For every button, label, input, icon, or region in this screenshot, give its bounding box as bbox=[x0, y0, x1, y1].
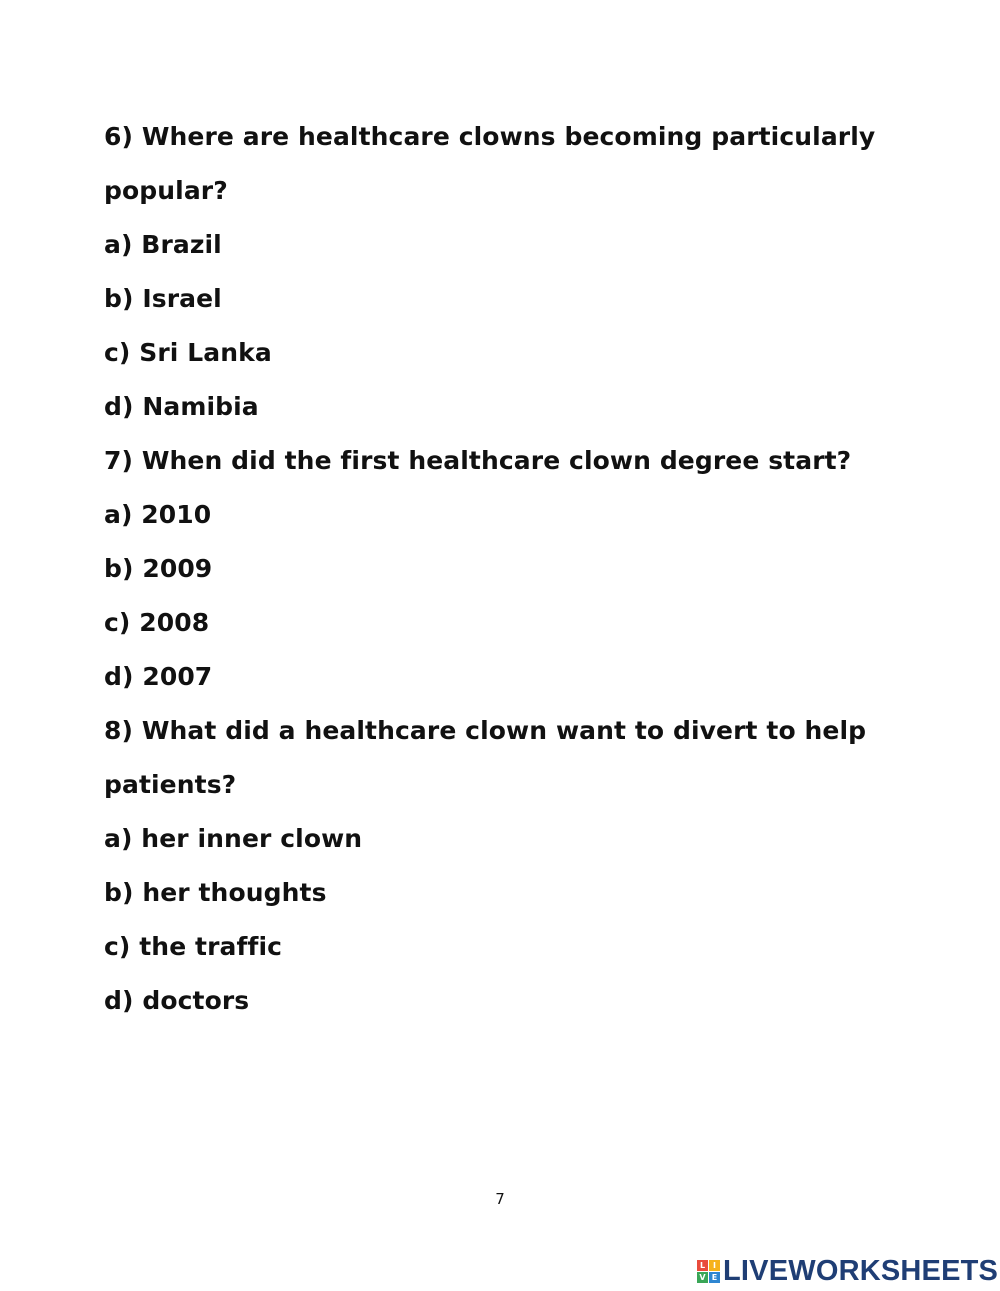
brand-name: LIVEWORKSHEETS bbox=[723, 1254, 999, 1287]
question-8 bbox=[104, 704, 924, 1028]
question-8-option-d: d) doctors bbox=[104, 986, 250, 1015]
page-number: 7 bbox=[495, 1190, 505, 1208]
question-7-option-c: c) 2008 bbox=[104, 608, 210, 637]
question-6-prompt-line-2: popular? bbox=[104, 176, 228, 205]
liveworksheets-brand bbox=[697, 1254, 998, 1288]
worksheet-content bbox=[104, 110, 924, 1028]
question-6 bbox=[104, 110, 924, 434]
question-8-prompt-line-1: 8) What did a healthcare clown want to divert to help bbox=[104, 716, 867, 745]
liveworksheets-logo-icon bbox=[697, 1260, 720, 1283]
question-8-prompt-line-2: patients? bbox=[104, 770, 237, 799]
question-8-option-c: c) the traffic bbox=[104, 932, 283, 961]
question-7-prompt-line-1: 7) When did the first healthcare clown degree start? bbox=[104, 446, 852, 475]
question-6-prompt-line-1: 6) Where are healthcare clowns becoming particularly bbox=[104, 122, 876, 151]
logo-letter-i: I bbox=[709, 1260, 720, 1271]
question-6-option-b: b) Israel bbox=[104, 284, 222, 313]
question-7-option-b: b) 2009 bbox=[104, 554, 213, 583]
question-6-option-c: c) Sri Lanka bbox=[104, 338, 272, 367]
question-8-option-b: b) her thoughts bbox=[104, 878, 327, 907]
logo-letter-v: V bbox=[697, 1272, 708, 1283]
question-7 bbox=[104, 434, 924, 704]
question-7-option-d: d) 2007 bbox=[104, 662, 213, 691]
question-7-option-a: a) 2010 bbox=[104, 500, 212, 529]
question-6-option-a: a) Brazil bbox=[104, 230, 222, 259]
question-8-option-a: a) her inner clown bbox=[104, 824, 363, 853]
logo-letter-l: L bbox=[697, 1260, 708, 1271]
question-6-option-d: d) Namibia bbox=[104, 392, 259, 421]
logo-letter-e: E bbox=[709, 1272, 720, 1283]
